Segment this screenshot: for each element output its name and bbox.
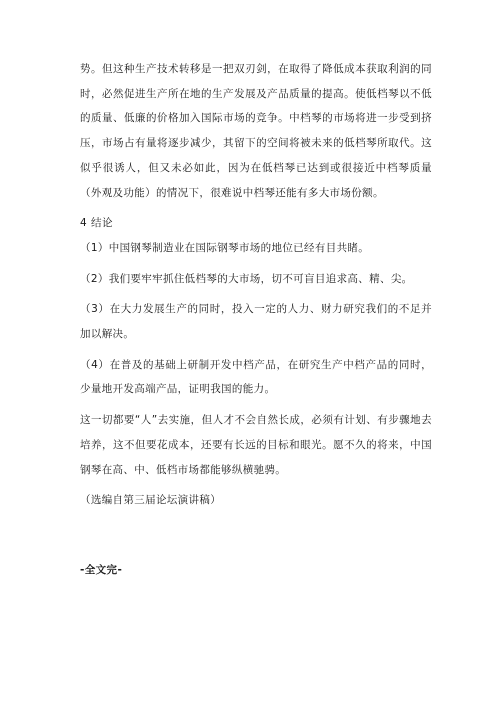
conclusion-item-3: （3）在大力发展生产的同时，投入一定的人力、财力研究我们的不足并加以解决。 <box>80 303 432 341</box>
conclusion-item-1: （1）中国钢琴制造业在国际钢琴市场的地位已经有目共睹。 <box>80 241 370 254</box>
conclusion-item-4: （4）在普及的基础上研制开发中档产品，在研究生产中档产品的同时，少量地开发高端产品，证明我国的能力。 <box>80 358 432 396</box>
source-note: （选编自第三届论坛演讲稿） <box>80 494 222 507</box>
intro-paragraph: 势。但这种生产技术转移是一把双刃剑，在取得了降低成本获取利润的同时，必然促进生产所在地的生产发展及产品质量的提高。使低档琴以不低的质量、低廉的价格加入国际市场的竞争。中档琴的市场将进一步受到挤压，市场占有量将逐步减少，其留下的空间将被未来的低档琴所取代。这似乎很诱人，但又未必如此，因为在低档琴已达到或很接近中档琴质量（外观及功能）的情况下，很难说中档琴还能有多大市场份额。 <box>80 63 432 199</box>
document-body <box>80 57 432 513</box>
conclusion-item-2: （2）我们要牢牢抓住低档琴的大市场，切不可盲目追求高、精、尖。 <box>80 272 413 285</box>
closing-paragraph: 这一切都要“人”去实施，但人才不会自然长成，必须有计划、有步骤地去培养，这不但要花成本，还要有长远的目标和眼光。愿不久的将来，中国钢琴在高、中、低档市场都能够纵横驰骋。 <box>80 414 432 476</box>
end-mark: -全文完- <box>80 564 123 576</box>
section-heading: 4 结论 <box>80 217 114 230</box>
